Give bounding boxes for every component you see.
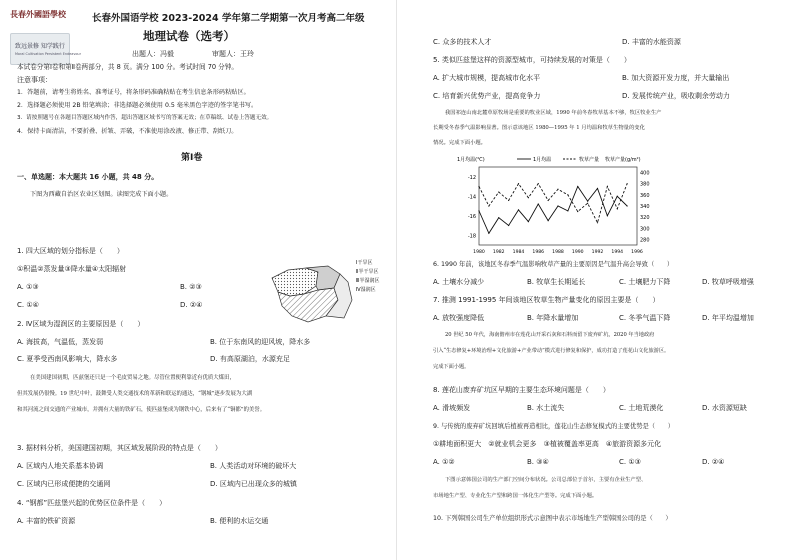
temp-point (597, 188, 598, 189)
y-left-tick: -18 (467, 233, 476, 240)
q4-option-b[interactable]: B. 便利的水运交通 (210, 517, 269, 525)
legend-label-temp: 1月均温 (533, 157, 552, 163)
legend-zone-3: Ⅲ半湿润区 (356, 278, 380, 284)
temp-point (567, 210, 568, 211)
passage3-line3: 情况。完成下面小题。 (433, 140, 486, 146)
legend-zone-4: Ⅳ湿润区 (356, 287, 376, 293)
grass-point (597, 222, 598, 223)
grass-point (617, 208, 618, 209)
passage4-line1: 20 世纪 50 年代，海南儋州市在莲花山开采石灰和石料而留下废弃矿坑，2020 年当地政府 (445, 332, 655, 338)
motto-badge (10, 33, 81, 65)
temp-point (548, 220, 549, 221)
q1-items: ①积温②蒸发量③降水量④太阳辐射 (17, 265, 127, 273)
q5-option-c[interactable]: C. 培育新兴优势产业，提高竞争力 (433, 92, 541, 100)
series-line-grass-yield (479, 184, 627, 223)
q9-option-b[interactable]: B. ③④ (527, 458, 549, 466)
x-tick: 1988 (552, 250, 564, 255)
q7-stem: 7. 推测 1991-1995 年间该地区牧草生物产量变化的原因主要是（ ） (433, 296, 660, 304)
q1-option-b[interactable]: B. ②③ (180, 283, 202, 291)
author: 出题人：冯毅 (132, 50, 174, 58)
q9-items: ①耕地面积更大 ②就业机会更多 ③植被覆盖率更高 ④旅游资源多元化 (433, 440, 662, 448)
grass-point (557, 189, 558, 190)
q5-stem: 5. 类似匹兹堡这样的资源型城市，可持续发展的对策是（ ） (433, 56, 631, 64)
q8-stem: 8. 莲花山废弃矿坑区早期的主要生态环境问题是（ ） (433, 386, 610, 394)
grass-point (627, 183, 628, 184)
q10-stem: 10. 下列韩国公司生产单位组织形式示意图中表示市场地生产型韩国公司的是（ ） (433, 515, 672, 522)
grass-point (518, 183, 519, 184)
temp-point (607, 215, 608, 216)
note-3: 3．请按照题号在各题目答题区域内作答，超出答题区域书写的答案无效；在草稿纸、试卷上答题无效。 (17, 115, 273, 121)
temp-point (557, 205, 558, 206)
q2-option-b[interactable]: B. 位于东南风的迎风坡，降水多 (210, 338, 311, 346)
y-right-tick: 360 (640, 192, 650, 199)
q9-stem: 9. 与传统的废弃矿坑回填后植被再造相比，莲花山生态修复模式的主要优势是（ ） (433, 423, 674, 430)
q8-option-b[interactable]: B. 水土流失 (527, 404, 565, 412)
q3-option-b[interactable]: B. 人类活动对环境的破坏大 (210, 462, 297, 470)
series-line-temperature (479, 187, 627, 234)
q1-option-a[interactable]: A. ①③ (17, 283, 39, 291)
temp-point (617, 196, 618, 197)
passage2-line3: 和其河流之间交通的产业城市，并拥有大量的铁矿石，使匹兹堡成为钢铁中心，后来有了“铜都”的美誉。 (17, 407, 266, 413)
x-tick: 1994 (611, 250, 624, 255)
note-4: 4．保持卡面清洁，不要折叠、折皱、弄破，不准使用涂改液、修正带、刮纸刀。 (17, 128, 238, 135)
q6-option-b[interactable]: B. 牧草生长期延长 (527, 278, 586, 286)
q6-option-c[interactable]: C. 土壤肥力下降 (619, 278, 671, 286)
grass-point (478, 186, 479, 187)
x-tick: 1996 (631, 250, 643, 255)
q1-stem: 1. 四大区域的划分指标是（ ） (17, 247, 124, 255)
logo-text: 長春外國語學校 (10, 9, 66, 19)
q5-option-b[interactable]: B. 加大资源开发力度，并大量输出 (622, 74, 730, 82)
x-tick: 1982 (492, 250, 505, 255)
exam-subtitle: 地理试卷（选考） (143, 29, 235, 43)
legend-label-grass: 牧草产量 (579, 157, 600, 163)
x-tick: 1980 (473, 250, 485, 255)
temp-point (498, 217, 499, 218)
temp-point (627, 205, 628, 206)
q7-option-d[interactable]: D. 年平均温增加 (702, 314, 754, 322)
q1-option-c[interactable]: C. ①④ (17, 301, 39, 309)
temp-point (538, 203, 539, 204)
note-1: 1．答题前，请考生将姓名、准考证号，将条形码准确粘贴在考生信息条形码粘贴区。 (17, 89, 250, 96)
q4-option-d[interactable]: D. 丰富的水能资源 (622, 38, 681, 46)
temp-point (508, 225, 509, 226)
grass-point (567, 194, 568, 195)
passage2-line1: 在美国建国初期，匹兹堡还只是一个毛皮贸易之地。尽管位置便利靠近有优质大煤田， (30, 375, 235, 381)
q5-option-d[interactable]: D. 发展传统产业，吸收剩余劳动力 (622, 92, 730, 100)
passage3-line1: 我国祁连山南北麓草原牧场是重要的牧业区域，1990 年前冬春牧草基本不够，牧区牧业生产 (445, 110, 662, 116)
temp-point (478, 210, 479, 211)
exam-title: 长春外国语学校 2023-2024 学年第二学期第一次月考高二年级 (92, 13, 365, 24)
passage5-line1: 下图示意韩国公司的生产部门空间分布状况。公司总部位于首尔，主要有企业生产型、 (445, 477, 647, 483)
passage5-line2: 市场地生产型、专业化生产型和跨国一体化生产型等。完成下面小题。 (433, 493, 598, 499)
intro: 本试卷分第Ⅰ卷和第Ⅱ卷两部分，共 8 页。满分 100 分。考试时间 70 分钟。 (17, 63, 238, 71)
right-page (397, 0, 794, 560)
y-left-tick: -16 (467, 213, 476, 220)
q7-option-c[interactable]: C. 冬季气温下降 (619, 314, 671, 322)
passage3-line2: 长期受冬春季气温影响显著。图示意该地区 1980—1995 年 1 月均温和牧草生物量的变化 (433, 125, 645, 131)
map-intro: 下图为西藏自治区农业区划图。读图完成下面小题。 (30, 191, 173, 198)
motto-text: 致远景修 知学践行 (15, 43, 65, 50)
y-right-label: 牧草产量(g/m²) (605, 157, 641, 163)
grass-point (508, 200, 509, 201)
passage4-line2: 引入“生态修复+环境治理+文化旅游+产业带动”模式进行修复和保护，成功打造了莲花山文化旅游区。 (433, 348, 670, 354)
q9-option-a[interactable]: A. ①② (433, 458, 455, 466)
y-right-tick: 320 (640, 215, 650, 222)
y-left-tick: -12 (467, 174, 476, 181)
q3-stem: 3. 据材料分析，美国建国初期，其区域发展阶段的特点是（ ） (17, 444, 222, 452)
q8-option-c[interactable]: C. 土地荒漠化 (619, 404, 664, 412)
y-right-tick: 380 (640, 181, 650, 188)
q2-option-d[interactable]: D. 有高原湖泊，水源充足 (210, 355, 290, 363)
legend-zone-1: Ⅰ干旱区 (356, 260, 373, 266)
q2-option-a[interactable]: A. 海拔高，气温低，蒸发弱 (17, 338, 104, 346)
q6-option-a[interactable]: A. 土壤水分减少 (433, 278, 485, 286)
q4-option-c[interactable]: C. 众多的技术人才 (433, 38, 492, 46)
y-right-tick: 300 (640, 226, 650, 233)
grass-point (548, 200, 549, 201)
q2-stem: 2. Ⅳ区域为湿润区的主要原因是（ ） (17, 320, 145, 328)
legend-zone-2: Ⅱ半干旱区 (356, 269, 379, 275)
y-right-tick: 340 (640, 204, 650, 210)
grass-point (538, 183, 539, 184)
temp-point (528, 221, 529, 222)
q4-stem: 4. “钢都”匹兹堡兴起的优势区位条件是（ ） (17, 499, 167, 507)
climate-chart (455, 153, 667, 257)
tibet-map-svg (268, 256, 388, 344)
tibet-map (268, 256, 388, 344)
passage2-line2: 但其发展仍很慢。19 世纪中叶，鼓舞受人类交通技术的革新和联运的通达，“钢城”逐步发展为大湖 (17, 391, 253, 397)
q8-option-a[interactable]: A. 滑坡频发 (433, 404, 471, 412)
x-tick: 1990 (571, 250, 584, 255)
q3-option-a[interactable]: A. 区域内人地关系基本协调 (17, 462, 104, 470)
q7-option-b[interactable]: B. 年降水量增加 (527, 314, 579, 322)
y-right-tick: 280 (640, 237, 650, 244)
q6-option-d[interactable]: D. 牧草呼吸增强 (702, 278, 754, 286)
grass-point (587, 203, 588, 204)
q2-option-c[interactable]: C. 夏季受西南风影响大，降水多 (17, 355, 118, 363)
chart-svg (455, 153, 667, 257)
x-tick: 1986 (532, 250, 545, 255)
grass-point (577, 211, 578, 212)
temp-point (577, 186, 578, 187)
school-logo (10, 6, 74, 28)
temp-point (488, 233, 489, 234)
section-heading: 第Ⅰ卷 (181, 153, 203, 163)
q6-stem: 6. 1990 年前，该地区冬春季气温影响牧草产量的主要原因是气温升高会导致（ ） (433, 261, 674, 268)
x-tick: 1992 (591, 250, 604, 255)
q9-option-d[interactable]: D. ②④ (702, 458, 725, 466)
temp-point (587, 201, 588, 202)
grass-point (607, 186, 608, 187)
q3-option-d[interactable]: D. 区域内已出现众多的城镇 (210, 480, 297, 488)
grass-point (528, 197, 529, 198)
temp-point (518, 209, 519, 210)
q3-option-c[interactable]: C. 区域内已形成便捷的交通网 (17, 480, 111, 488)
section-instruction: 一、单选题：本大题共 16 小题，共 48 分。 (17, 173, 159, 181)
note-2: 2．选择题必须使用 2B 铅笔填涂；非选择题必须使用 0.5 毫米黑色字迹的签字笔书写。 (17, 102, 258, 109)
passage4-line3: 完成下面小题。 (433, 364, 470, 370)
q4-option-a[interactable]: A. 丰富的铁矿资源 (17, 517, 76, 525)
q5-option-a[interactable]: A. 扩大城市规模，提高城市化水平 (433, 74, 541, 82)
x-tick: 1984 (512, 250, 525, 255)
y-left-label: 1月均温(℃) (457, 157, 485, 163)
grass-point (498, 191, 499, 192)
y-right-tick: 400 (640, 170, 650, 177)
reviewer: 审题人：王玲 (212, 50, 254, 58)
q9-option-c[interactable]: C. ①③ (619, 458, 641, 466)
q1-option-d[interactable]: D. ②④ (180, 301, 203, 309)
y-left-tick: -14 (467, 194, 476, 201)
grass-point (488, 205, 489, 206)
q7-option-a[interactable]: A. 放牧强度降低 (433, 314, 485, 322)
motto-sub: Moral Cultivation Persistent Endeavour (15, 52, 81, 56)
notes-title: 注意事项： (17, 76, 52, 84)
q8-option-d[interactable]: D. 水资源短缺 (702, 404, 747, 412)
